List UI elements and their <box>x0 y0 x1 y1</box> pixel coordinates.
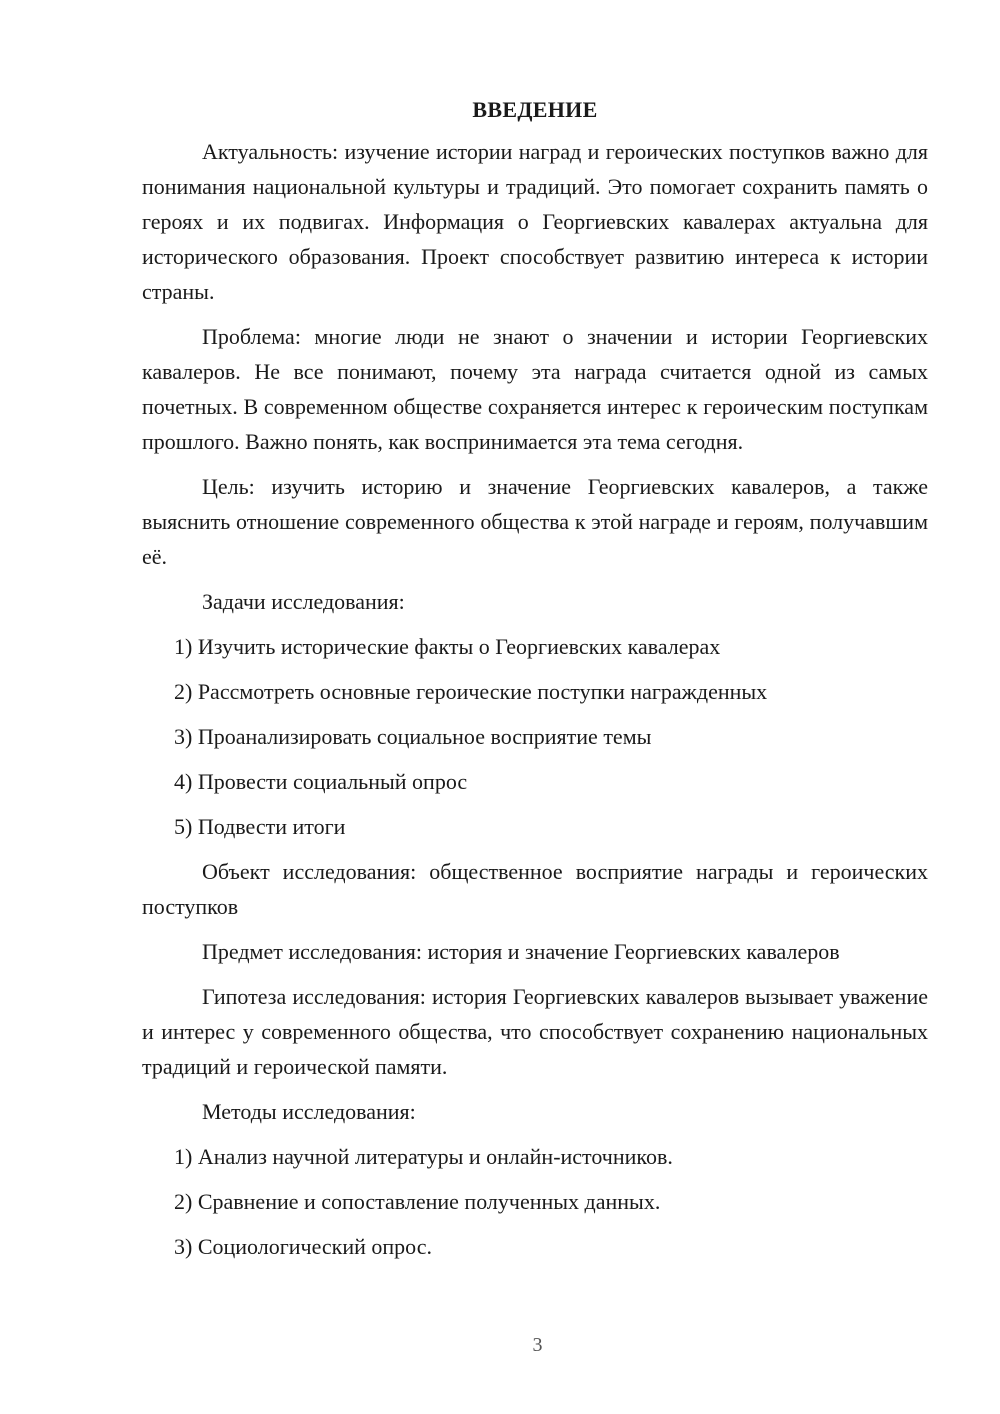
list-item: 2) Рассмотреть основные героические поступки награжденных <box>174 679 768 704</box>
list-item: 1) Анализ научной литературы и онлайн-источников. <box>174 1144 673 1169</box>
methods-list <box>142 1139 928 1264</box>
goal-paragraph: Цель: изучить историю и значение Георгиевских кавалеров, а также выяснить отношение современного общества к этой награде и героям, получавшим её. <box>142 474 928 569</box>
list-item: 1) Изучить исторические факты о Георгиевских кавалерах <box>174 634 721 659</box>
list-item: 3) Социологический опрос. <box>174 1234 432 1259</box>
object-paragraph: Объект исследования: общественное восприятие награды и героических поступков <box>142 859 928 919</box>
document-page <box>142 96 928 1274</box>
page-number: 3 <box>532 1334 543 1356</box>
list-item: 5) Подвести итоги <box>174 814 346 839</box>
list-item: 3) Проанализировать социальное восприятие темы <box>174 724 652 749</box>
methods-label: Методы исследования: <box>202 1099 416 1124</box>
problem-paragraph: Проблема: многие люди не знают о значении и истории Георгиевских кавалеров. Не все понимают, почему эта награда считается одной из самых почетных. В современном обществе сохраняется интерес к героическим поступкам прошлого. Важно понять, как воспринимается эта тема сегодня. <box>142 324 928 454</box>
section-heading: ВВЕДЕНИЕ <box>472 97 598 122</box>
tasks-list <box>142 629 928 844</box>
relevance-paragraph: Актуальность: изучение истории наград и героических поступков важно для понимания национальной культуры и традиций. Это помогает сохранить память о героях и их подвигах. Информация о Георгиевских кавалерах актуальна для исторического образования. Проект способствует развитию интереса к истории страны. <box>142 139 928 304</box>
subject-paragraph: Предмет исследования: история и значение Георгиевских кавалеров <box>202 939 840 964</box>
hypothesis-paragraph: Гипотеза исследования: история Георгиевских кавалеров вызывает уважение и интерес у современного общества, что способствует сохранению национальных традиций и героической памяти. <box>142 984 928 1079</box>
tasks-label: Задачи исследования: <box>202 589 405 614</box>
list-item: 4) Провести социальный опрос <box>174 769 468 794</box>
list-item: 2) Сравнение и сопоставление полученных данных. <box>174 1189 661 1214</box>
